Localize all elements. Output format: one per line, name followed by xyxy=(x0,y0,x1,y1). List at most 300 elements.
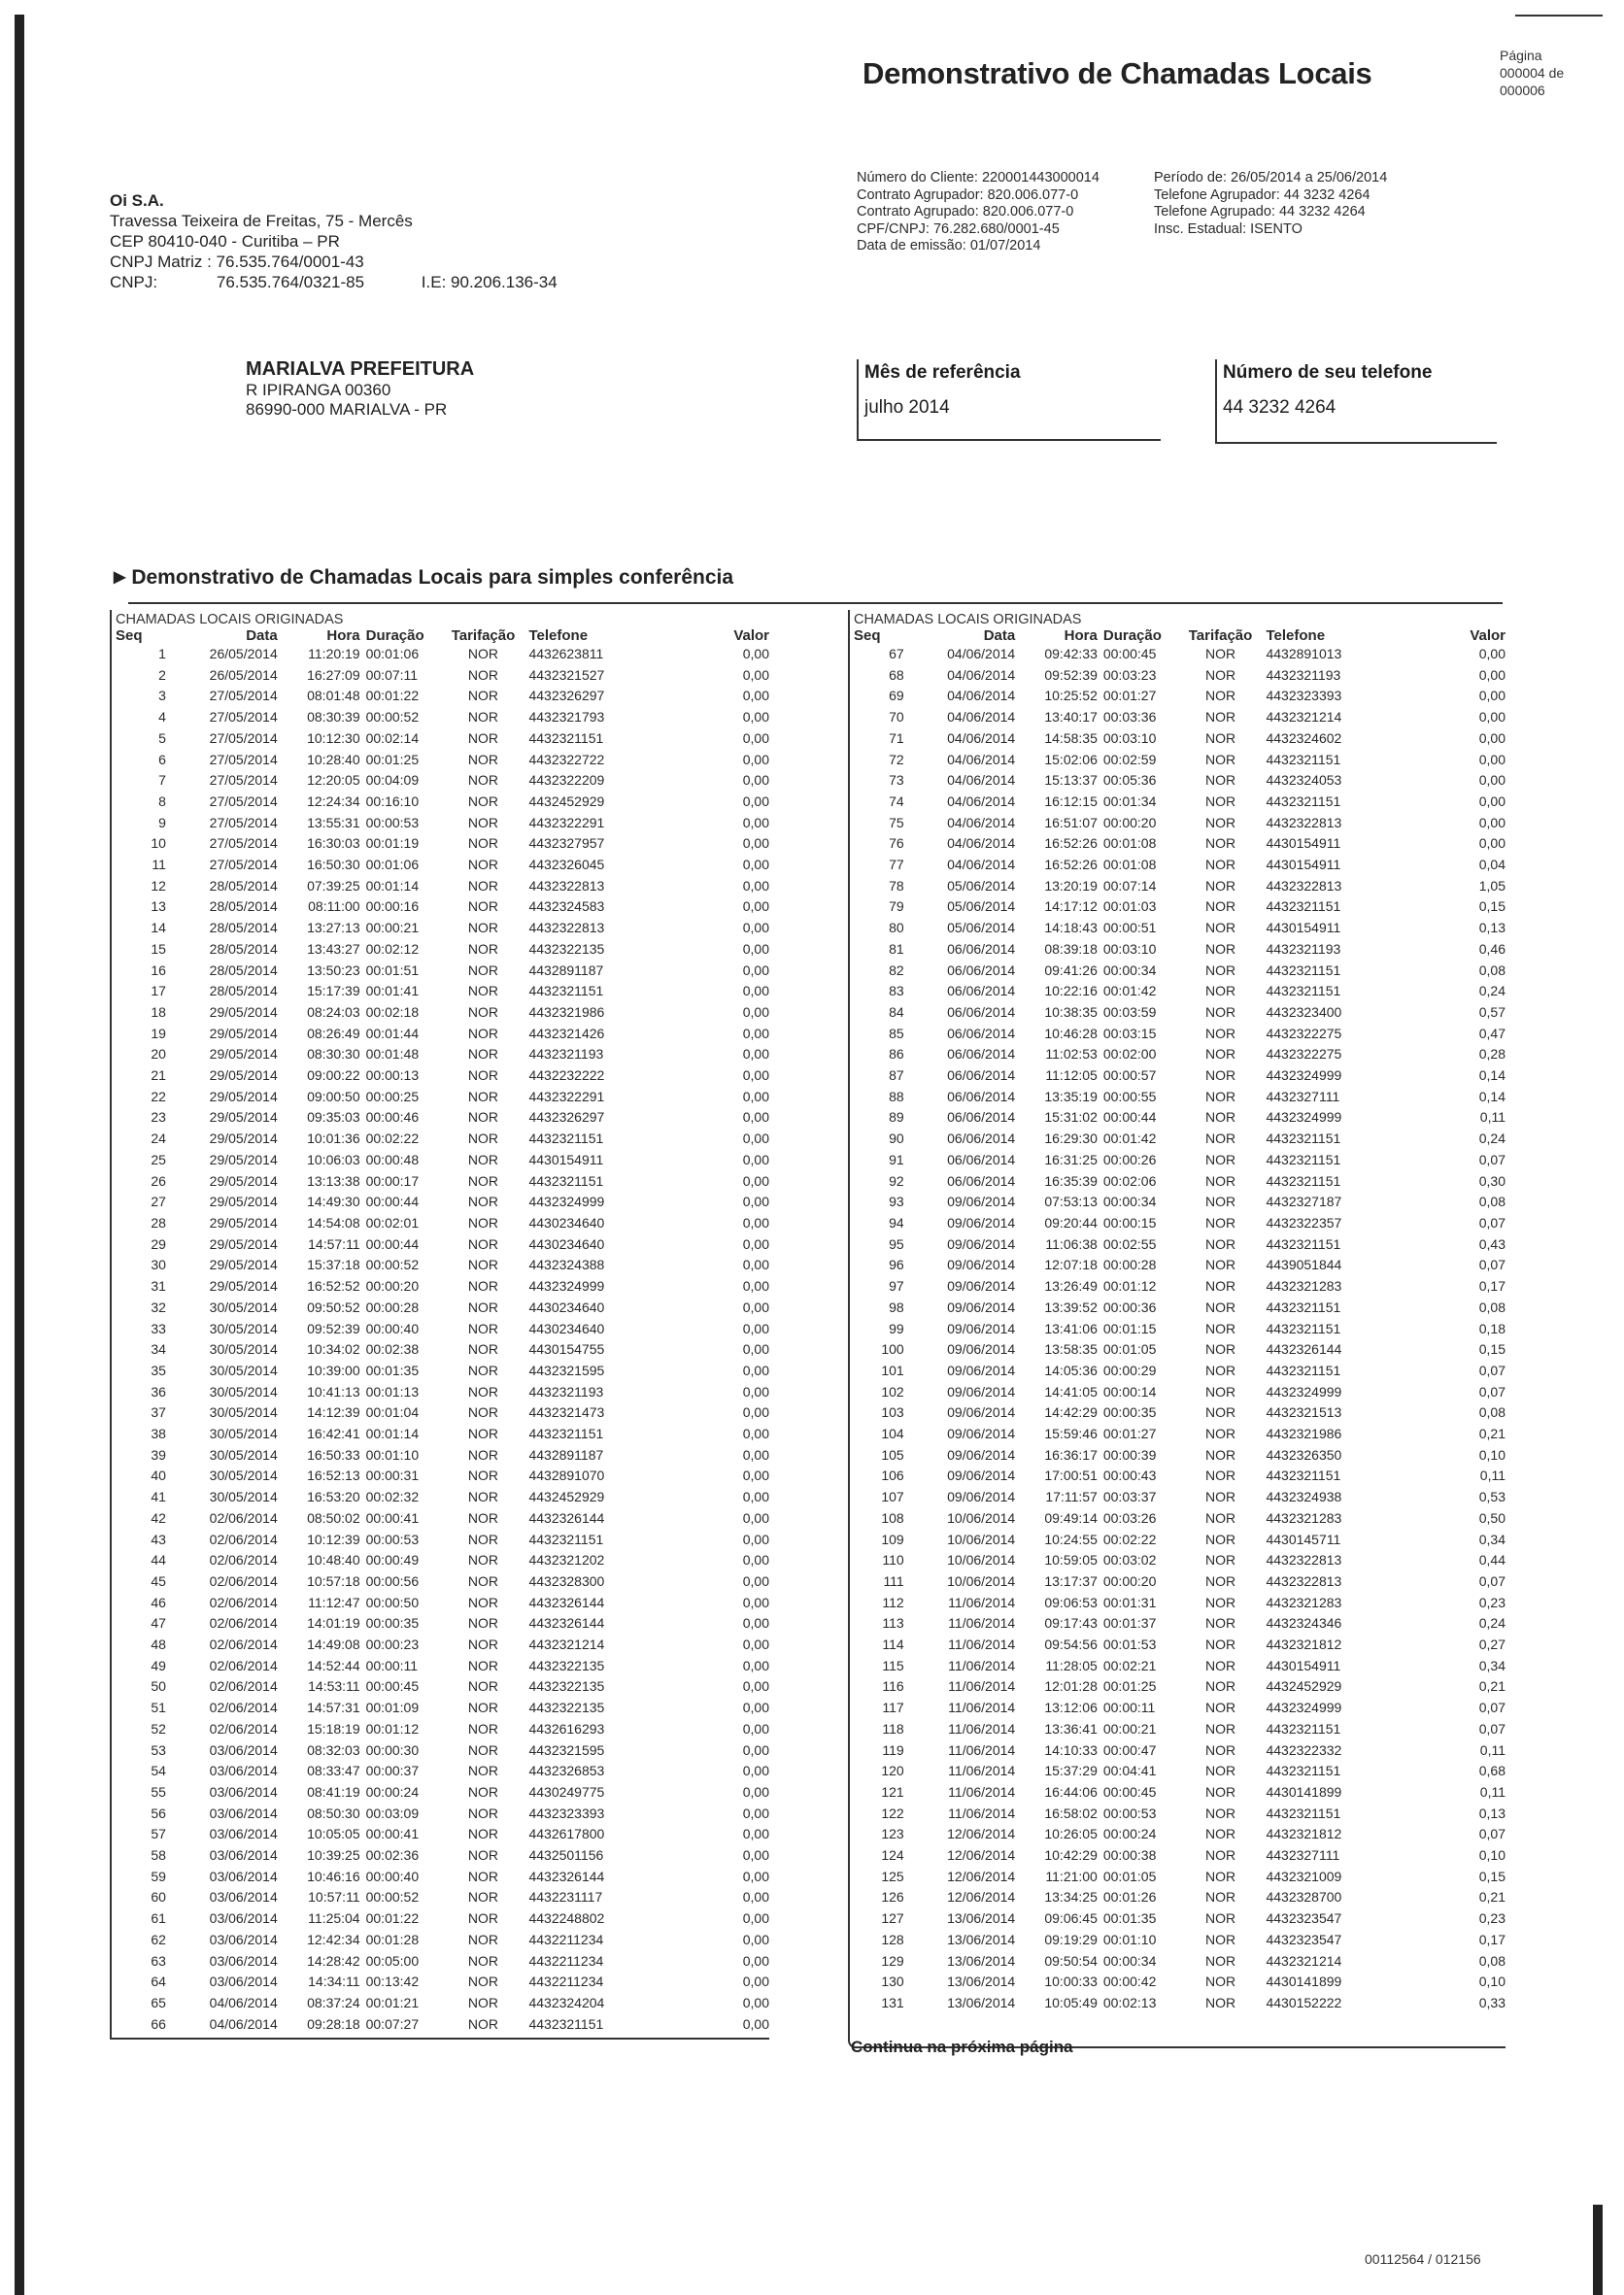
cell-telefone: 4432321151 xyxy=(1266,1151,1341,1167)
cell-duracao: 00:00:34 xyxy=(1102,962,1157,978)
cell-telefone: 4432321151 xyxy=(1266,1299,1341,1315)
cell-seq: 71 xyxy=(889,729,904,746)
cell-valor: 0,57 xyxy=(1478,1003,1506,1020)
cell-data: 30/05/2014 xyxy=(209,1489,278,1505)
cell-duracao: 00:16:10 xyxy=(365,793,420,809)
cell-tarifacao: NOR xyxy=(1204,1489,1236,1505)
cell-seq: 117 xyxy=(882,1700,904,1716)
cell-telefone: 4432322332 xyxy=(1266,1741,1342,1758)
cell-tarifacao: NOR xyxy=(1204,1046,1236,1063)
cell-telefone: 4432324999 xyxy=(528,1278,605,1295)
cell-data: 27/05/2014 xyxy=(209,814,278,830)
cell-tarifacao: NOR xyxy=(1204,1868,1236,1884)
cell-tarifacao: NOR xyxy=(1204,1826,1236,1842)
page-total: 000006 xyxy=(1500,83,1545,98)
cell-hora: 08:26:49 xyxy=(307,1025,360,1041)
table-row xyxy=(112,1593,769,1614)
cell-valor: 0,00 xyxy=(742,1889,769,1906)
cell-telefone: 4432324999 xyxy=(1266,1383,1342,1400)
cell-hora: 15:59:46 xyxy=(1044,1426,1098,1442)
cell-valor: 0,04 xyxy=(1478,857,1506,873)
cell-valor: 0,27 xyxy=(1478,1637,1506,1653)
cell-telefone: 4432326350 xyxy=(1266,1446,1342,1463)
table-row xyxy=(850,1550,1506,1571)
cell-valor: 0,00 xyxy=(742,1003,769,1020)
table-row xyxy=(112,644,769,665)
cell-duracao: 00:01:10 xyxy=(1102,1931,1157,1947)
cell-duracao: 00:03:10 xyxy=(1102,940,1157,957)
cell-data: 30/05/2014 xyxy=(209,1299,278,1315)
cell-hora: 08:39:18 xyxy=(1044,940,1098,957)
cell-tarifacao: NOR xyxy=(1204,1594,1236,1610)
cell-duracao: 00:01:09 xyxy=(365,1700,420,1716)
cell-hora: 13:17:37 xyxy=(1044,1572,1098,1589)
table-row xyxy=(112,1845,769,1867)
cell-valor: 0,00 xyxy=(742,1615,769,1632)
table-row xyxy=(112,1298,769,1319)
cell-seq: 121 xyxy=(881,1783,904,1800)
cell-hora: 16:36:17 xyxy=(1044,1446,1098,1463)
cell-seq: 47 xyxy=(151,1615,166,1632)
cell-valor: 0,33 xyxy=(1478,1995,1506,2010)
cell-hora: 09:52:39 xyxy=(1044,666,1098,683)
cell-valor: 0,13 xyxy=(1478,920,1506,936)
cell-hora: 13:34:25 xyxy=(1044,1889,1098,1906)
cell-tarifacao: NOR xyxy=(1204,1003,1236,1020)
col-valor: Valor xyxy=(1470,627,1506,644)
table-row xyxy=(850,813,1506,834)
cell-hora: 10:48:40 xyxy=(307,1552,360,1569)
cell-valor: 0,00 xyxy=(1478,814,1506,830)
billing-period: Período de: 26/05/2014 a 25/06/2014 xyxy=(1154,170,1388,186)
cell-duracao: 00:02:22 xyxy=(1102,1531,1157,1547)
cell-hora: 09:54:56 xyxy=(1044,1637,1098,1653)
cell-hora: 14:57:11 xyxy=(308,1235,360,1252)
cell-telefone: 4432323393 xyxy=(1266,688,1342,704)
cell-hora: 08:11:00 xyxy=(308,898,360,915)
cell-telefone: 4432322275 xyxy=(1266,1046,1342,1063)
cell-telefone: 4432211234 xyxy=(528,1952,604,1969)
cell-seq: 50 xyxy=(151,1678,166,1695)
cell-tarifacao: NOR xyxy=(1204,688,1236,704)
cell-valor: 0,00 xyxy=(742,1214,769,1231)
cell-duracao: 00:00:53 xyxy=(1102,1805,1157,1821)
cell-data: 27/05/2014 xyxy=(209,751,278,767)
cell-telefone: 4432617800 xyxy=(528,1826,605,1842)
cell-valor: 0,10 xyxy=(1478,1974,1506,1990)
table-row xyxy=(850,1761,1506,1782)
cell-duracao: 00:00:48 xyxy=(365,1151,420,1167)
cell-data: 09/06/2014 xyxy=(947,1341,1016,1358)
table-row xyxy=(112,665,769,687)
cell-valor: 0,00 xyxy=(742,793,769,809)
col-valor: Valor xyxy=(733,627,769,644)
cell-hora: 12:01:28 xyxy=(1044,1678,1098,1695)
cell-valor: 0,21 xyxy=(1478,1889,1506,1906)
cell-valor: 0,00 xyxy=(742,1383,769,1400)
cell-valor: 0,00 xyxy=(1478,729,1506,746)
cell-valor: 0,07 xyxy=(1478,1151,1506,1167)
cell-duracao: 00:00:35 xyxy=(1102,1404,1157,1421)
cell-tarifacao: NOR xyxy=(1204,1067,1236,1084)
cell-seq: 103 xyxy=(881,1404,904,1421)
cell-telefone: 4432327187 xyxy=(1266,1194,1342,1210)
cell-duracao: 00:00:30 xyxy=(365,1741,420,1758)
table-row xyxy=(850,1065,1506,1087)
cell-telefone: 4432326297 xyxy=(528,688,605,704)
table-row xyxy=(850,855,1506,876)
cell-hora: 16:52:26 xyxy=(1044,857,1098,873)
cell-valor: 0,24 xyxy=(1478,1131,1506,1147)
cell-duracao: 00:01:05 xyxy=(1102,1341,1157,1358)
table-row xyxy=(850,1887,1506,1908)
cell-data: 11/06/2014 xyxy=(948,1805,1016,1821)
cell-valor: 0,15 xyxy=(1478,1341,1506,1358)
cell-tarifacao: NOR xyxy=(1204,1025,1236,1041)
cell-hora: 15:31:02 xyxy=(1044,1109,1098,1126)
cell-tarifacao: NOR xyxy=(1204,1952,1236,1969)
cell-duracao: 00:00:43 xyxy=(1102,1468,1157,1484)
cell-duracao: 00:01:08 xyxy=(1102,835,1157,852)
cell-hora: 16:30:03 xyxy=(307,835,360,852)
table-row xyxy=(112,1761,769,1782)
cell-telefone: 4432322135 xyxy=(528,1678,605,1695)
reference-month-box xyxy=(857,359,1161,441)
cell-valor: 0,00 xyxy=(1478,688,1506,704)
cell-duracao: 00:00:52 xyxy=(365,709,420,726)
cell-tarifacao: NOR xyxy=(467,1046,499,1063)
cell-duracao: 00:00:20 xyxy=(365,1278,420,1295)
cell-seq: 46 xyxy=(151,1594,166,1610)
cell-seq: 79 xyxy=(889,898,904,915)
cell-hora: 11:12:47 xyxy=(308,1594,360,1610)
cell-telefone: 4430234640 xyxy=(528,1320,605,1336)
cell-seq: 52 xyxy=(151,1720,166,1737)
cell-duracao: 00:02:18 xyxy=(365,1003,420,1020)
cell-seq: 32 xyxy=(151,1299,166,1315)
cell-seq: 107 xyxy=(881,1489,904,1505)
cell-valor: 0,00 xyxy=(742,751,769,767)
cell-hora: 17:00:51 xyxy=(1044,1468,1098,1484)
cell-seq: 21 xyxy=(151,1067,166,1084)
cell-hora: 07:39:25 xyxy=(307,877,360,894)
cell-telefone: 4432326297 xyxy=(528,1109,605,1126)
cell-data: 02/06/2014 xyxy=(209,1509,278,1526)
cell-hora: 10:59:05 xyxy=(1044,1552,1098,1569)
cell-data: 29/05/2014 xyxy=(209,1131,278,1147)
cell-hora: 07:53:13 xyxy=(1044,1194,1098,1210)
table-header-row xyxy=(850,627,1506,644)
cell-duracao: 00:01:14 xyxy=(365,877,420,894)
cell-tarifacao: NOR xyxy=(467,1404,499,1421)
cell-tarifacao: NOR xyxy=(467,1509,499,1526)
cell-seq: 31 xyxy=(151,1278,166,1295)
calls-table-body-right xyxy=(850,644,1506,2014)
section-divider xyxy=(128,602,1503,604)
cell-valor: 0,08 xyxy=(1478,1952,1506,1969)
table-row xyxy=(112,728,769,750)
triangle-right-icon: ▶ xyxy=(114,569,126,586)
cell-data: 09/06/2014 xyxy=(947,1489,1016,1505)
cell-seq: 10 xyxy=(151,835,166,852)
cell-tarifacao: NOR xyxy=(467,2015,499,2032)
cell-duracao: 00:00:53 xyxy=(365,814,420,830)
cell-hora: 09:41:26 xyxy=(1044,962,1098,978)
table-row xyxy=(112,1339,769,1361)
table-row xyxy=(850,686,1506,707)
cell-data: 11/06/2014 xyxy=(948,1741,1016,1758)
contract-grouped: Contrato Agrupado: 820.006.077-0 xyxy=(857,204,1074,219)
client-info-col2 xyxy=(1154,170,1387,238)
cell-telefone: 4432321214 xyxy=(1266,1952,1342,1969)
cell-valor: 0,07 xyxy=(1478,1700,1506,1716)
cell-seq: 96 xyxy=(889,1257,904,1273)
col-telefone: Telefone xyxy=(1266,627,1326,644)
cell-hora: 11:21:00 xyxy=(1045,1868,1098,1884)
cell-data: 29/05/2014 xyxy=(209,1194,278,1210)
cell-valor: 0,34 xyxy=(1478,1531,1506,1547)
cell-tarifacao: NOR xyxy=(467,962,499,978)
cell-hora: 12:07:18 xyxy=(1044,1257,1098,1273)
cell-telefone: 4432327111 xyxy=(1266,1088,1340,1104)
cell-duracao: 00:02:12 xyxy=(365,940,420,957)
col-tarifacao: Tarifação xyxy=(1188,627,1253,644)
cell-valor: 0,07 xyxy=(1478,1720,1506,1737)
cell-hora: 10:39:25 xyxy=(307,1847,360,1864)
cell-telefone: 4432326045 xyxy=(528,857,605,873)
cell-duracao: 00:00:44 xyxy=(365,1194,420,1210)
table-row xyxy=(112,1192,769,1213)
cell-data: 27/05/2014 xyxy=(209,688,278,704)
cell-telefone: 4432322813 xyxy=(1266,1572,1342,1589)
cell-tarifacao: NOR xyxy=(1204,1783,1236,1800)
cell-tarifacao: NOR xyxy=(467,1235,499,1252)
cell-seq: 41 xyxy=(151,1489,166,1505)
cell-seq: 45 xyxy=(151,1572,166,1589)
cell-telefone: 4430249775 xyxy=(528,1783,605,1800)
cell-duracao: 00:02:00 xyxy=(1102,1046,1157,1063)
cell-telefone: 4432321214 xyxy=(1266,709,1342,726)
cell-tarifacao: NOR xyxy=(467,1214,499,1231)
cell-data: 06/06/2014 xyxy=(947,1151,1016,1167)
table-row xyxy=(112,770,769,792)
table-row xyxy=(112,1782,769,1804)
cell-hora: 14:12:39 xyxy=(307,1404,360,1421)
cell-tarifacao: NOR xyxy=(467,1341,499,1358)
cell-seq: 85 xyxy=(889,1025,904,1041)
cell-hora: 16:35:39 xyxy=(1044,1172,1098,1189)
cell-telefone: 4432326853 xyxy=(528,1763,605,1779)
cell-duracao: 00:01:44 xyxy=(365,1025,420,1041)
table-row xyxy=(112,750,769,771)
table-row xyxy=(850,770,1506,792)
cell-seq: 122 xyxy=(881,1805,904,1821)
cell-valor: 0,00 xyxy=(742,1362,769,1378)
cell-telefone: 4432616293 xyxy=(528,1720,605,1737)
cell-seq: 78 xyxy=(889,877,904,894)
cell-duracao: 00:02:38 xyxy=(365,1341,420,1358)
cell-hora: 12:42:34 xyxy=(307,1931,360,1947)
cell-seq: 6 xyxy=(158,751,166,767)
cell-data: 09/06/2014 xyxy=(947,1468,1016,1484)
cell-valor: 0,00 xyxy=(1478,835,1506,852)
cell-valor: 0,00 xyxy=(742,1805,769,1821)
cell-telefone: 4432327957 xyxy=(528,835,605,852)
cell-seq: 101 xyxy=(881,1362,904,1378)
cell-telefone: 4432321151 xyxy=(1266,1172,1341,1189)
cell-hora: 08:32:03 xyxy=(307,1741,360,1758)
cell-seq: 58 xyxy=(151,1847,166,1864)
cell-duracao: 00:01:03 xyxy=(1102,898,1157,915)
cell-data: 03/06/2014 xyxy=(209,1763,278,1779)
table-row xyxy=(850,1339,1506,1361)
cell-tarifacao: NOR xyxy=(1204,1995,1236,2010)
cell-tarifacao: NOR xyxy=(1204,1214,1236,1231)
cell-duracao: 00:01:35 xyxy=(365,1362,420,1378)
cell-valor: 0,00 xyxy=(742,962,769,978)
cell-tarifacao: NOR xyxy=(1204,1257,1236,1273)
table-row xyxy=(850,1530,1506,1551)
table-row xyxy=(850,1824,1506,1845)
col-data: Data xyxy=(983,627,1016,644)
cell-data: 27/05/2014 xyxy=(209,729,278,746)
table-row xyxy=(850,1171,1506,1193)
cell-telefone: 4432323547 xyxy=(1266,1910,1342,1927)
cell-seq: 113 xyxy=(882,1615,904,1632)
cell-tarifacao: NOR xyxy=(1204,1235,1236,1252)
cell-tarifacao: NOR xyxy=(467,1531,499,1547)
cell-data: 03/06/2014 xyxy=(209,1974,278,1990)
table-row xyxy=(112,1824,769,1845)
cell-telefone: 4432891013 xyxy=(1266,646,1342,661)
cell-seq: 3 xyxy=(158,688,166,704)
cell-seq: 44 xyxy=(151,1552,166,1569)
cell-seq: 9 xyxy=(158,814,166,830)
cell-telefone: 4432326144 xyxy=(528,1509,605,1526)
cell-data: 29/05/2014 xyxy=(209,1067,278,1084)
table-row xyxy=(112,1129,769,1150)
table-row xyxy=(850,1676,1506,1698)
cell-data: 02/06/2014 xyxy=(209,1531,278,1547)
cell-valor: 0,00 xyxy=(742,1657,769,1673)
cell-hora: 09:42:33 xyxy=(1044,646,1098,661)
table-row xyxy=(850,1255,1506,1276)
cell-telefone: 4432321151 xyxy=(528,1131,604,1147)
table-row xyxy=(850,1782,1506,1804)
cell-valor: 0,00 xyxy=(742,1320,769,1336)
cell-valor: 0,00 xyxy=(742,729,769,746)
cell-seq: 67 xyxy=(889,646,904,661)
cell-hora: 16:52:52 xyxy=(307,1278,360,1295)
cell-hora: 13:27:13 xyxy=(307,920,360,936)
cell-tarifacao: NOR xyxy=(467,1320,499,1336)
phone-number-label: Número de seu telefone xyxy=(1223,362,1433,383)
cell-valor: 0,13 xyxy=(1478,1805,1506,1821)
cell-telefone: 4432891187 xyxy=(528,962,604,978)
cell-data: 03/06/2014 xyxy=(209,1805,278,1821)
cell-tarifacao: NOR xyxy=(1204,1109,1236,1126)
cell-hora: 10:46:28 xyxy=(1044,1025,1098,1041)
cell-data: 03/06/2014 xyxy=(209,1868,278,1884)
phone-number-box xyxy=(1215,359,1497,444)
cell-duracao: 00:00:36 xyxy=(1102,1299,1157,1315)
cell-telefone: 4432328300 xyxy=(528,1572,605,1589)
cell-data: 09/06/2014 xyxy=(947,1362,1016,1378)
cell-tarifacao: NOR xyxy=(467,1299,499,1315)
cell-duracao: 00:04:09 xyxy=(365,772,420,789)
cell-valor: 0,47 xyxy=(1478,1025,1506,1041)
cell-hora: 11:28:05 xyxy=(1045,1657,1098,1673)
cell-hora: 13:41:06 xyxy=(1044,1320,1098,1336)
cell-data: 04/06/2014 xyxy=(947,666,1016,683)
table-row xyxy=(850,1845,1506,1867)
table-row xyxy=(112,855,769,876)
cell-hora: 16:29:30 xyxy=(1044,1131,1098,1147)
table-row xyxy=(850,1276,1506,1298)
cell-seq: 124 xyxy=(881,1847,904,1864)
cell-telefone: 4432326144 xyxy=(1266,1341,1342,1358)
cell-telefone: 4432322813 xyxy=(528,920,605,936)
cell-data: 11/06/2014 xyxy=(948,1594,1016,1610)
cell-hora: 13:58:35 xyxy=(1044,1341,1098,1358)
cell-hora: 16:52:13 xyxy=(307,1468,360,1484)
cell-valor: 0,07 xyxy=(1478,1826,1506,1842)
cell-data: 09/06/2014 xyxy=(947,1446,1016,1463)
cell-seq: 7 xyxy=(158,772,166,789)
company-cnpj-row xyxy=(110,272,558,292)
cell-tarifacao: NOR xyxy=(1204,1974,1236,1990)
cell-seq: 12 xyxy=(151,877,166,894)
cell-data: 04/06/2014 xyxy=(209,1995,278,2010)
cell-data: 27/05/2014 xyxy=(209,793,278,809)
cell-tarifacao: NOR xyxy=(467,646,499,661)
cell-tarifacao: NOR xyxy=(1204,1615,1236,1632)
cell-valor: 0,00 xyxy=(1478,772,1506,789)
cell-duracao: 00:00:37 xyxy=(365,1763,420,1779)
table-row xyxy=(112,792,769,813)
cell-valor: 0,00 xyxy=(742,1278,769,1295)
cell-tarifacao: NOR xyxy=(467,1194,499,1210)
cell-valor: 0,15 xyxy=(1478,898,1506,915)
cell-duracao: 00:01:12 xyxy=(1102,1278,1157,1295)
cell-telefone: 4432321193 xyxy=(1266,666,1341,683)
cell-seq: 30 xyxy=(151,1257,166,1273)
table-row xyxy=(850,728,1506,750)
cell-valor: 0,00 xyxy=(742,1910,769,1927)
cell-tarifacao: NOR xyxy=(1204,1847,1236,1864)
cell-valor: 0,00 xyxy=(1478,793,1506,809)
cell-seq: 116 xyxy=(882,1678,904,1695)
cell-valor: 0,00 xyxy=(742,877,769,894)
cell-data: 28/05/2014 xyxy=(209,877,278,894)
table-row xyxy=(850,1382,1506,1403)
cell-hora: 11:12:05 xyxy=(1045,1067,1098,1084)
cell-hora: 09:06:45 xyxy=(1044,1910,1098,1927)
cell-seq: 87 xyxy=(889,1067,904,1084)
cell-telefone: 4432452929 xyxy=(1266,1678,1342,1695)
cell-seq: 126 xyxy=(881,1889,904,1906)
cell-seq: 33 xyxy=(151,1320,166,1336)
cell-seq: 74 xyxy=(889,793,904,809)
cell-duracao: 00:00:24 xyxy=(365,1783,420,1800)
table-row xyxy=(112,2014,769,2036)
cell-telefone: 4432321513 xyxy=(1266,1404,1342,1421)
cell-seq: 49 xyxy=(151,1657,166,1673)
cell-hora: 09:49:14 xyxy=(1044,1509,1098,1526)
cell-hora: 16:50:30 xyxy=(307,857,360,873)
cell-data: 09/06/2014 xyxy=(947,1320,1016,1336)
cell-seq: 34 xyxy=(151,1341,166,1358)
